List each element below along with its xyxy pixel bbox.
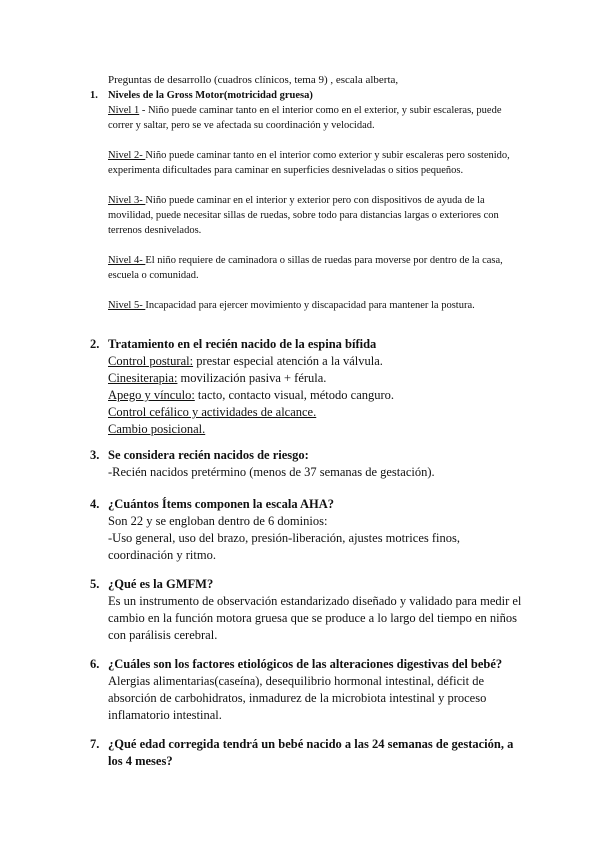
question-number: 3. [90, 448, 100, 462]
treatment-label: Cinesiterapia: [108, 371, 178, 385]
answer-text: Alergias alimentarias(caseína), desequilibrio hormonal intestinal, déficit de absorción de carbohidratos, inmadurez de la microbiota intestinal y proceso inflamatorio intestinal. [108, 674, 487, 722]
treatment-line [108, 404, 528, 421]
level-label: Nivel 3- [108, 195, 146, 206]
level-text: - Niño puede caminar tanto en el interior como en el exterior, y subir escaleras, puede correr y saltar, pero se ve afectada su coordinación y velocidad. [108, 105, 502, 131]
treatment-line [108, 370, 528, 387]
level-4 [108, 253, 528, 283]
level-text: El niño requiere de caminadora o sillas de ruedas para moverse por dentro de la casa, escuela o comunidad. [108, 255, 503, 281]
level-5 [108, 298, 528, 313]
question-7 [90, 736, 528, 770]
treatment-label: Control cefálico y actividades de alcance. [108, 405, 317, 419]
answer-text: -Recién nacidos pretérmino (menos de 37 semanas de gestación). [108, 465, 435, 479]
question-number: 6. [90, 657, 100, 671]
question-5 [90, 576, 528, 644]
question-1 [90, 88, 528, 313]
question-title: Niveles de la Gross Motor(motricidad gruesa) [108, 90, 313, 101]
question-4 [90, 496, 528, 564]
treatment-label: Cambio posicional. [108, 422, 206, 436]
question-title: Se considera recién nacidos de riesgo: [108, 448, 309, 462]
answer-text: -Uso general, uso del brazo, presión-liberación, ajustes motrices finos, coordinación y ritmo. [108, 531, 460, 562]
question-number: 4. [90, 497, 100, 511]
level-text: Niño puede caminar tanto en el interior como exterior y subir escaleras pero sostenido, experimenta dificultades para caminar en superficies desniveladas o sitios pequeños. [108, 150, 510, 176]
treatment-label: Apego y vínculo: [108, 388, 195, 402]
question-2 [90, 336, 528, 438]
question-title: ¿Cuántos Ítems componen la escala AHA? [108, 497, 335, 511]
question-number: 5. [90, 577, 100, 591]
treatment-text: movilización pasiva + férula. [177, 371, 327, 385]
answer-text: Es un instrumento de observación estandarizado diseñado y validado para medir el cambio en la función motora gruesa que se produce a lo largo del tiempo en niños con parálisis cerebral. [108, 594, 522, 642]
question-3 [90, 447, 528, 481]
level-1 [108, 103, 528, 133]
level-label: Nivel 4- [108, 255, 146, 266]
level-text: Incapacidad para ejercer movimiento y discapacidad para mantener la postura. [145, 300, 475, 311]
treatment-text: prestar especial atención a la válvula. [193, 354, 383, 368]
question-title: ¿Cuáles son los factores etiológicos de las alteraciones digestivas del bebé? [108, 657, 503, 671]
answer-text: Son 22 y se engloban dentro de 6 dominios: [108, 514, 328, 528]
question-number: 2. [90, 337, 100, 351]
question-number: 7. [90, 737, 100, 751]
level-label: Nivel 2- [108, 150, 146, 161]
level-3 [108, 193, 528, 238]
treatment-text: tacto, contacto visual, método canguro. [194, 388, 395, 402]
question-title: Tratamiento en el recién nacido de la espina bífida [108, 337, 377, 351]
level-text: Niño puede caminar en el interior y exterior pero con dispositivos de ayuda de la movilidad, puede necesitar sillas de ruedas, sobre todo para distancias largas o exteriores con terrenos desnivelados. [108, 195, 499, 236]
question-number: 1. [90, 90, 98, 101]
level-2 [108, 148, 528, 178]
treatment-line [108, 421, 528, 438]
treatment-line [108, 353, 528, 370]
treatment-label: Control postural: [108, 354, 194, 368]
question-title: ¿Qué es la GMFM? [108, 577, 214, 591]
question-6 [90, 656, 528, 724]
level-label: Nivel 1 [108, 105, 140, 116]
level-label: Nivel 5- [108, 300, 146, 311]
treatment-line [108, 387, 528, 404]
question-title: ¿Qué edad corregida tendrá un bebé nacido a las 24 semanas de gestación, a los 4 meses? [108, 737, 514, 768]
intro-line: Preguntas de desarrollo (cuadros clínicos, tema 9) , escala alberta, [108, 74, 399, 86]
